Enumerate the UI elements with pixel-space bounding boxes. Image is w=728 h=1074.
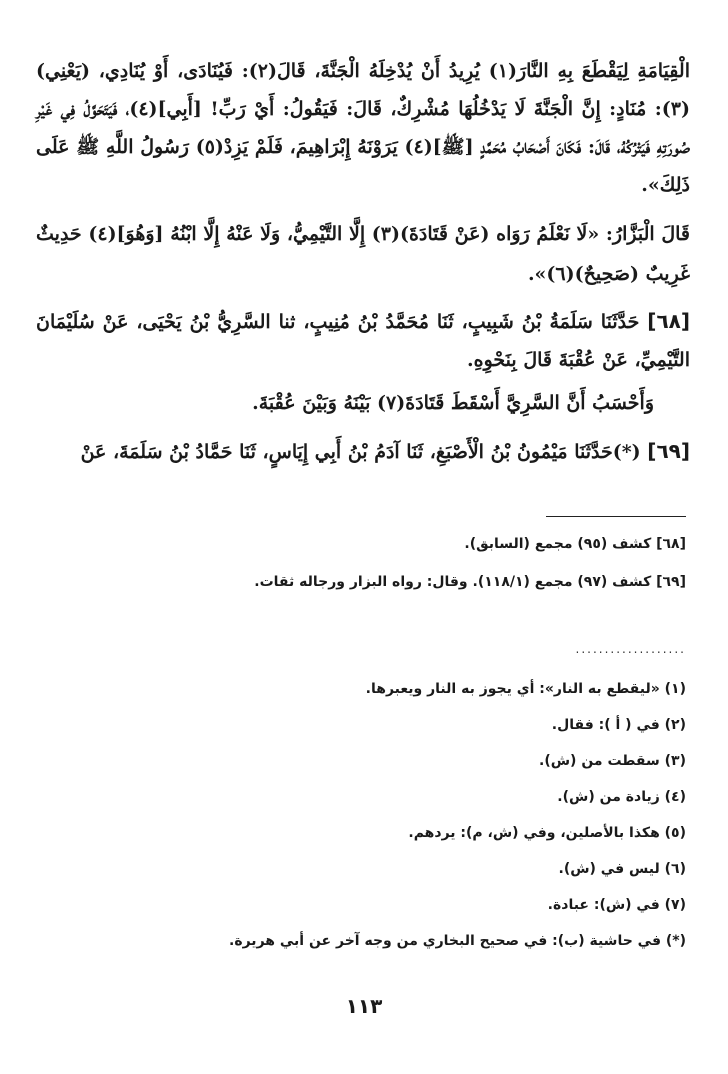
main-text bbox=[36, 52, 690, 472]
page-number: ١١٣ bbox=[345, 994, 383, 1018]
footnote-4: (٤) زيادة من (ش). bbox=[557, 789, 686, 805]
footnotes bbox=[36, 678, 686, 966]
dotted-separator: ................... bbox=[575, 642, 686, 656]
hadith-68 bbox=[36, 302, 690, 379]
source-ref-68: [٦٨] كشف (٩٥) مجمع (السابق). bbox=[464, 536, 686, 552]
main-paragraph-1: الْقِيَامَةِ لِيَقْطَعَ بِهِ النَّارَ(١) يُرِيدُ أَنْ يُدْخِلَهُ الْجَنَّةَ، قَالَ(٢): فَيُنَادَى، أَوْ يُنَادِي، (يَعْنِي)(٣): مُنَادٍ: إِنَّ الْجَنَّةَ لَا يَدْخُلُهَا مُشْرِكٌ، قَالَ: فَيَقُولُ: أَيْ رَبِّ! [أَبِي](٤)، فَيَتَحَوَّلُ فِي غَيْرِ صُورَتِهِ فَيَتْرُكُهُ، قَالَ: فَكَانَ أَصْحَابُ مُحَمَّدٍ [ﷺ](٤) يَرَوْنَهُ إِبْرَاهِيمَ، فَلَمْ يَزِدْ(٥) رَسُولُ اللَّهِ ﷺ عَلَى ذَلِكَ». bbox=[36, 60, 690, 196]
footnote-3: (٣) سقطت من (ش). bbox=[539, 753, 686, 769]
hadith-number-69: [٦٩] bbox=[647, 439, 690, 463]
hadith-69 bbox=[36, 431, 690, 472]
hadith-68-text: حَدَّثَنَا سَلَمَةُ بْنُ شَبِيبٍ، ثَنَا مُحَمَّدُ بْنُ مُنِيبٍ، ثنا السَّرِيُّ بْنُ يَحْيَى، عَنْ سُلَيْمَانَ التَّيْمِيِّ، عَنْ عُقْبَةَ قَالَ بِنَحْوِهِ. bbox=[36, 311, 690, 371]
source-references bbox=[36, 534, 686, 610]
main-paragraph-2: قَالَ الْبَزَّارُ: «لَا نَعْلَمُ رَوَاه (عَنْ قَتَادَةَ)(٣) إِلَّا التَّيْمِيُّ، وَلَا عَنْهُ إِلَّا ابْنُهُ [وَهُوَ](٤) حَدِيثٌ غَرِيبٌ (صَحِيحٌ)(٦)». bbox=[36, 223, 690, 285]
footnote-2: (٢) في ( أ ): فقال. bbox=[551, 717, 686, 733]
hadith-number-68: [٦٨] bbox=[647, 309, 690, 333]
footnote-6: (٦) ليس في (ش). bbox=[558, 861, 686, 877]
footnote-7: (٧) في (ش): عبادة. bbox=[547, 897, 686, 913]
footnote-5: (٥) هكذا بالأصلين، وفي (ش، م): يردهم. bbox=[408, 825, 686, 841]
hadith-69-text: (*)حَدَّثَنَا مَيْمُونُ بْنُ الْأَصْبَغِ، ثَنَا آدَمُ بْنُ أَبِي إِيَاسٍ، ثَنَا حَمَّادُ بْنُ سَلَمَةَ، عَنْ bbox=[80, 441, 641, 463]
main-paragraph-4: وَأَحْسَبُ أَنَّ السَّرِيَّ أَسْقَطَ قَتَادَةَ(٧) بَيْنَهُ وَبَيْنَ عُقْبَةَ. bbox=[252, 392, 654, 414]
footnote-separator bbox=[546, 516, 686, 517]
footnote-star: (*) في حاشية (ب): في صحيح البخاري من وجه آخر عن أبي هريرة. bbox=[229, 933, 686, 949]
source-ref-69: [٦٩] كشف (٩٧) مجمع (١١٨/١). وقال: رواه البزار ورجاله ثقات. bbox=[254, 574, 686, 590]
footnote-1: (١) «ليقطع به النار»: أي يجوز به النار ويعبرها. bbox=[365, 681, 686, 697]
